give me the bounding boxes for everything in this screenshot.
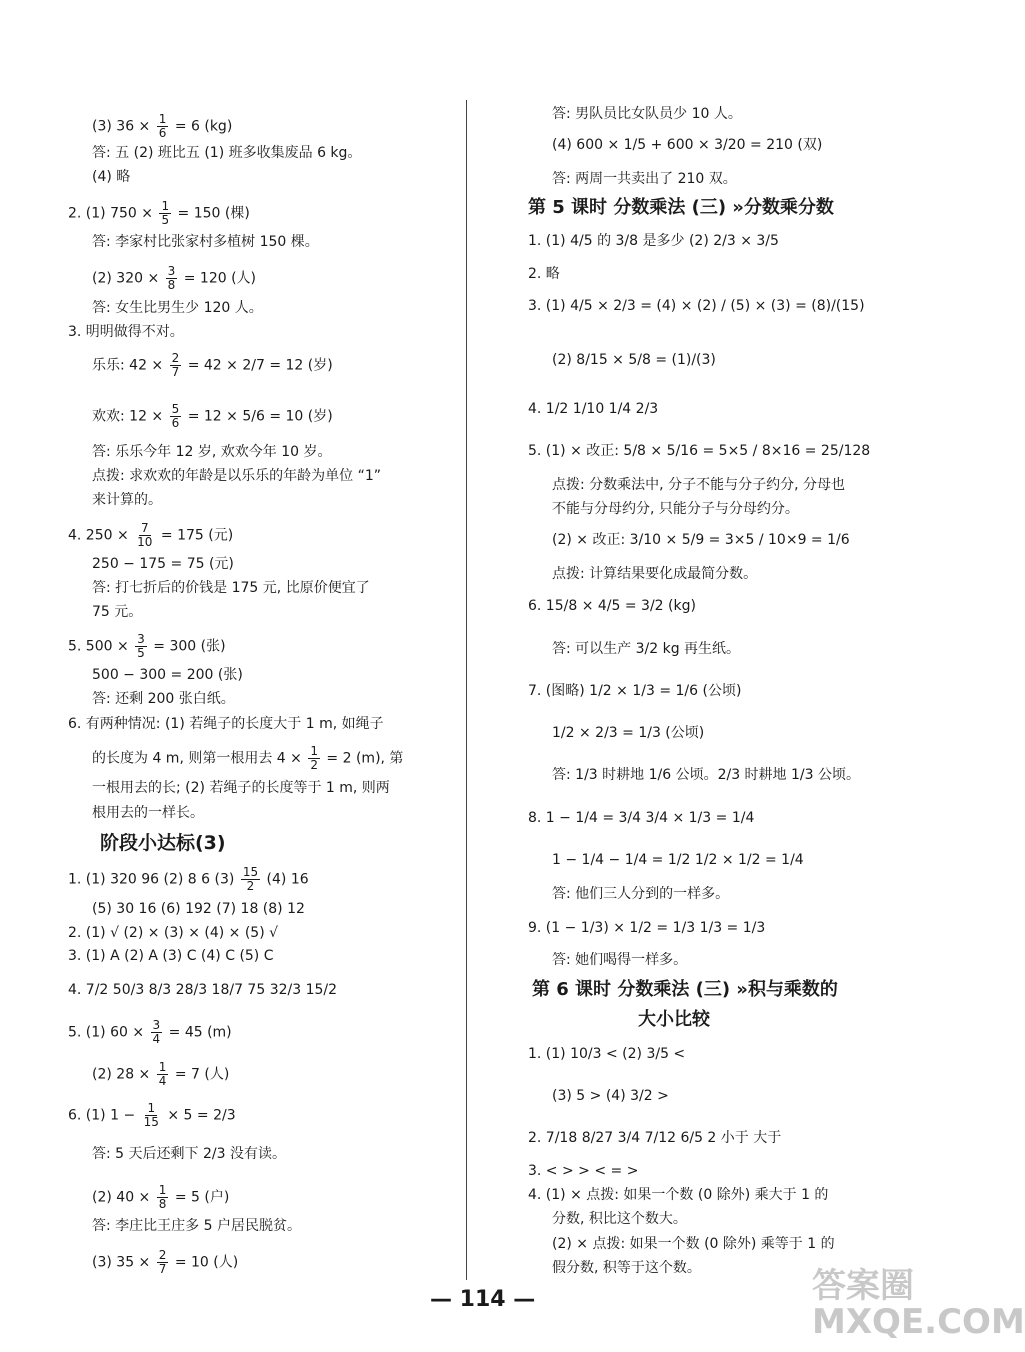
answer-line: 答: 5 天后还剩下 2/3 没有读。 xyxy=(92,1146,286,1162)
answer-line: 5. (1) 60 × $\frac{3}{4}$ = 45 (m) xyxy=(68,1018,232,1046)
fraction: $\frac{3}{4}$ xyxy=(152,1018,161,1046)
answer-line: 3. < > > < = > xyxy=(528,1163,639,1179)
answer-line: 4. 1/2 1/10 1/4 2/3 xyxy=(528,401,659,417)
answer-line: (2) 320 × $\frac{3}{8}$ = 120 (人) xyxy=(92,264,257,292)
answer-line: 4. 250 × $\frac{7}{10}$ = 175 (元) xyxy=(68,521,234,549)
answer-line: 1 − 1/4 − 1/4 = 1/2 1/2 × 1/2 = 1/4 xyxy=(552,852,804,868)
answer-line: 答: 李庄比王庄多 5 户居民脱贫。 xyxy=(92,1218,301,1234)
answer-line: 6. (1) 1 − $\frac{1}{15}$ × 5 = 2/3 xyxy=(68,1101,236,1129)
answer-line: 6. 有两种情况: (1) 若绳子的长度大于 1 m, 如绳子 xyxy=(68,716,384,732)
fraction: $\frac{15}{2}$ xyxy=(242,865,259,893)
fraction: $\frac{7}{10}$ xyxy=(137,521,153,549)
answer-line: 不能与分母约分, 只能分子与分母约分。 xyxy=(552,501,799,517)
fraction: $\frac{3}{8}$ xyxy=(167,264,176,292)
answer-line: (2) × 点拨: 如果一个数 (0 除外) 乘等于 1 的 xyxy=(552,1236,835,1252)
answer-line: 分数, 积比这个数大。 xyxy=(552,1211,687,1227)
answer-line: 答: 打七折后的价钱是 175 元, 比原价便宜了 xyxy=(92,580,370,596)
answer-line: 2. (1) √ (2) × (3) × (4) × (5) √ xyxy=(68,925,279,941)
answer-line: (2) 28 × $\frac{1}{4}$ = 7 (人) xyxy=(92,1060,230,1088)
column-divider xyxy=(466,100,467,1280)
section-title-lesson5: 第 5 课时 分数乘法 (三) »分数乘分数 xyxy=(528,197,834,218)
answer-line: 1. (1) 4/5 的 3/8 是多少 (2) 2/3 × 3/5 xyxy=(528,233,779,249)
page-number: — 114 — xyxy=(430,1287,536,1312)
fraction: $\frac{1}{4}$ xyxy=(158,1060,167,1088)
answer-line: 答: 乐乐今年 12 岁, 欢欢今年 10 岁。 xyxy=(92,444,332,460)
fraction: $\frac{1}{6}$ xyxy=(158,112,167,140)
answer-line: 答: 1/3 时耕地 1/6 公顷。2/3 时耕地 1/3 公顷。 xyxy=(552,767,860,783)
answer-line: 一根用去的长; (2) 若绳子的长度等于 1 m, 则两 xyxy=(92,780,390,796)
fraction: $\frac{5}{6}$ xyxy=(171,402,180,430)
answer-line: 1. (1) 320 96 (2) 8 6 (3) $\frac{15}{2}$ (4) 16 xyxy=(68,865,309,893)
answer-line: 答: 她们喝得一样多。 xyxy=(552,952,688,968)
stage-title: 阶段小达标(3) xyxy=(100,832,226,854)
answer-line: 乐乐: 42 × $\frac{2}{7}$ = 42 × 2/7 = 12 (岁) xyxy=(92,351,333,379)
answer-line: 点拨: 分数乘法中, 分子不能与分子约分, 分母也 xyxy=(552,477,845,493)
answer-line: 根用去的一样长。 xyxy=(92,805,204,821)
answer-line: 7. (图略) 1/2 × 1/3 = 1/6 (公顷) xyxy=(528,683,742,699)
answer-line: 答: 他们三人分到的一样多。 xyxy=(552,886,730,902)
answer-line: (4) 略 xyxy=(92,169,131,185)
answer-line: 的长度为 4 m, 则第一根用去 4 × $\frac{1}{2}$ = 2 (m), 第 xyxy=(92,744,404,772)
answer-line: 2. 略 xyxy=(528,266,560,282)
answer-line: 4. 7/2 50/3 8/3 28/3 18/7 75 32/3 15/2 xyxy=(68,982,338,998)
fraction: $\frac{1}{2}$ xyxy=(310,744,318,772)
answer-line: 1/2 × 2/3 = 1/3 (公顷) xyxy=(552,725,705,741)
answer-line: 1. (1) 10/3 < (2) 3/5 < xyxy=(528,1046,686,1062)
answer-line: 答: 女生比男生少 120 人。 xyxy=(92,300,263,316)
answer-line: 75 元。 xyxy=(92,604,143,620)
fraction: $\frac{1}{8}$ xyxy=(158,1183,167,1211)
watermark-logo: 答案圈 MXQE.COM xyxy=(812,1266,1025,1342)
answer-line: 点拨: 求欢欢的年龄是以乐乐的年龄为单位 “1” xyxy=(92,468,382,484)
fraction: $\frac{2}{7}$ xyxy=(171,351,180,379)
answer-line: 5. (1) × 改正: 5/8 × 5/16 = 5×5 / 8×16 = 25/128 xyxy=(528,443,871,459)
answer-line: (3) 5 > (4) 3/2 > xyxy=(552,1088,669,1104)
answer-line: 6. 15/8 × 4/5 = 3/2 (kg) xyxy=(528,598,696,614)
answer-line: 答: 五 (2) 班比五 (1) 班多收集废品 6 kg。 xyxy=(92,145,362,161)
section-title-lesson6-line2: 大小比较 xyxy=(638,1009,710,1030)
answer-line: 3. (1) 4/5 × 2/3 = (4) × (2) / (5) × (3) = (8)/(15) xyxy=(528,298,865,314)
answer-line: 2. 7/18 8/27 3/4 7/12 6/5 2 小于 大于 xyxy=(528,1130,782,1146)
answer-line: (3) 36 × $\frac{1}{6}$ = 6 (kg) xyxy=(92,112,233,140)
answer-line: (2) 40 × $\frac{1}{8}$ = 5 (户) xyxy=(92,1183,230,1211)
answer-line: 假分数, 积等于这个数。 xyxy=(552,1260,701,1276)
answer-line: 答: 可以生产 3/2 kg 再生纸。 xyxy=(552,641,741,657)
fraction: $\frac{2}{7}$ xyxy=(158,1248,167,1276)
answer-line: 答: 男队员比女队员少 10 人。 xyxy=(552,106,742,122)
section-title-lesson6: 第 6 课时 分数乘法 (三) »积与乘数的 xyxy=(532,979,838,1000)
answer-line: (2) × 改正: 3/10 × 5/9 = 3×5 / 10×9 = 1/6 xyxy=(552,532,850,548)
answer-line: (5) 30 16 (6) 192 (7) 18 (8) 12 xyxy=(92,901,305,917)
answer-line: 3. (1) A (2) A (3) C (4) C (5) C xyxy=(68,948,274,964)
answer-line: (3) 35 × $\frac{2}{7}$ = 10 (人) xyxy=(92,1248,239,1276)
answer-line: 点拨: 计算结果要化成最简分数。 xyxy=(552,566,758,582)
answer-line: 答: 还剩 200 张白纸。 xyxy=(92,691,235,707)
answer-line: 500 − 300 = 200 (张) xyxy=(92,667,243,683)
answer-line: 2. (1) 750 × $\frac{1}{5}$ = 150 (棵) xyxy=(68,199,250,227)
answer-line: 4. (1) × 点拨: 如果一个数 (0 除外) 乘大于 1 的 xyxy=(528,1187,829,1203)
answer-line: (2) 8/15 × 5/8 = (1)/(3) xyxy=(552,352,716,368)
answer-line: 来计算的。 xyxy=(92,492,162,508)
answer-line: 8. 1 − 1/4 = 3/4 3/4 × 1/3 = 1/4 xyxy=(528,810,755,826)
answer-line: 250 − 175 = 75 (元) xyxy=(92,556,234,572)
answer-line: 5. 500 × $\frac{3}{5}$ = 300 (张) xyxy=(68,632,226,660)
fraction: $\frac{1}{15}$ xyxy=(143,1101,159,1129)
answer-line: 答: 李家村比张家村多植树 150 棵。 xyxy=(92,234,319,250)
answer-line: 答: 两周一共卖出了 210 双。 xyxy=(552,171,737,187)
answer-line: (4) 600 × 1/5 + 600 × 3/20 = 210 (双) xyxy=(552,137,823,153)
answer-line: 3. 明明做得不对。 xyxy=(68,324,184,340)
fraction: $\frac{1}{5}$ xyxy=(161,199,170,227)
fraction: $\frac{3}{5}$ xyxy=(137,632,145,660)
answer-line: 9. (1 − 1/3) × 1/2 = 1/3 1/3 = 1/3 xyxy=(528,920,766,936)
answer-line: 欢欢: 12 × $\frac{5}{6}$ = 12 × 5/6 = 10 (岁) xyxy=(92,402,333,430)
